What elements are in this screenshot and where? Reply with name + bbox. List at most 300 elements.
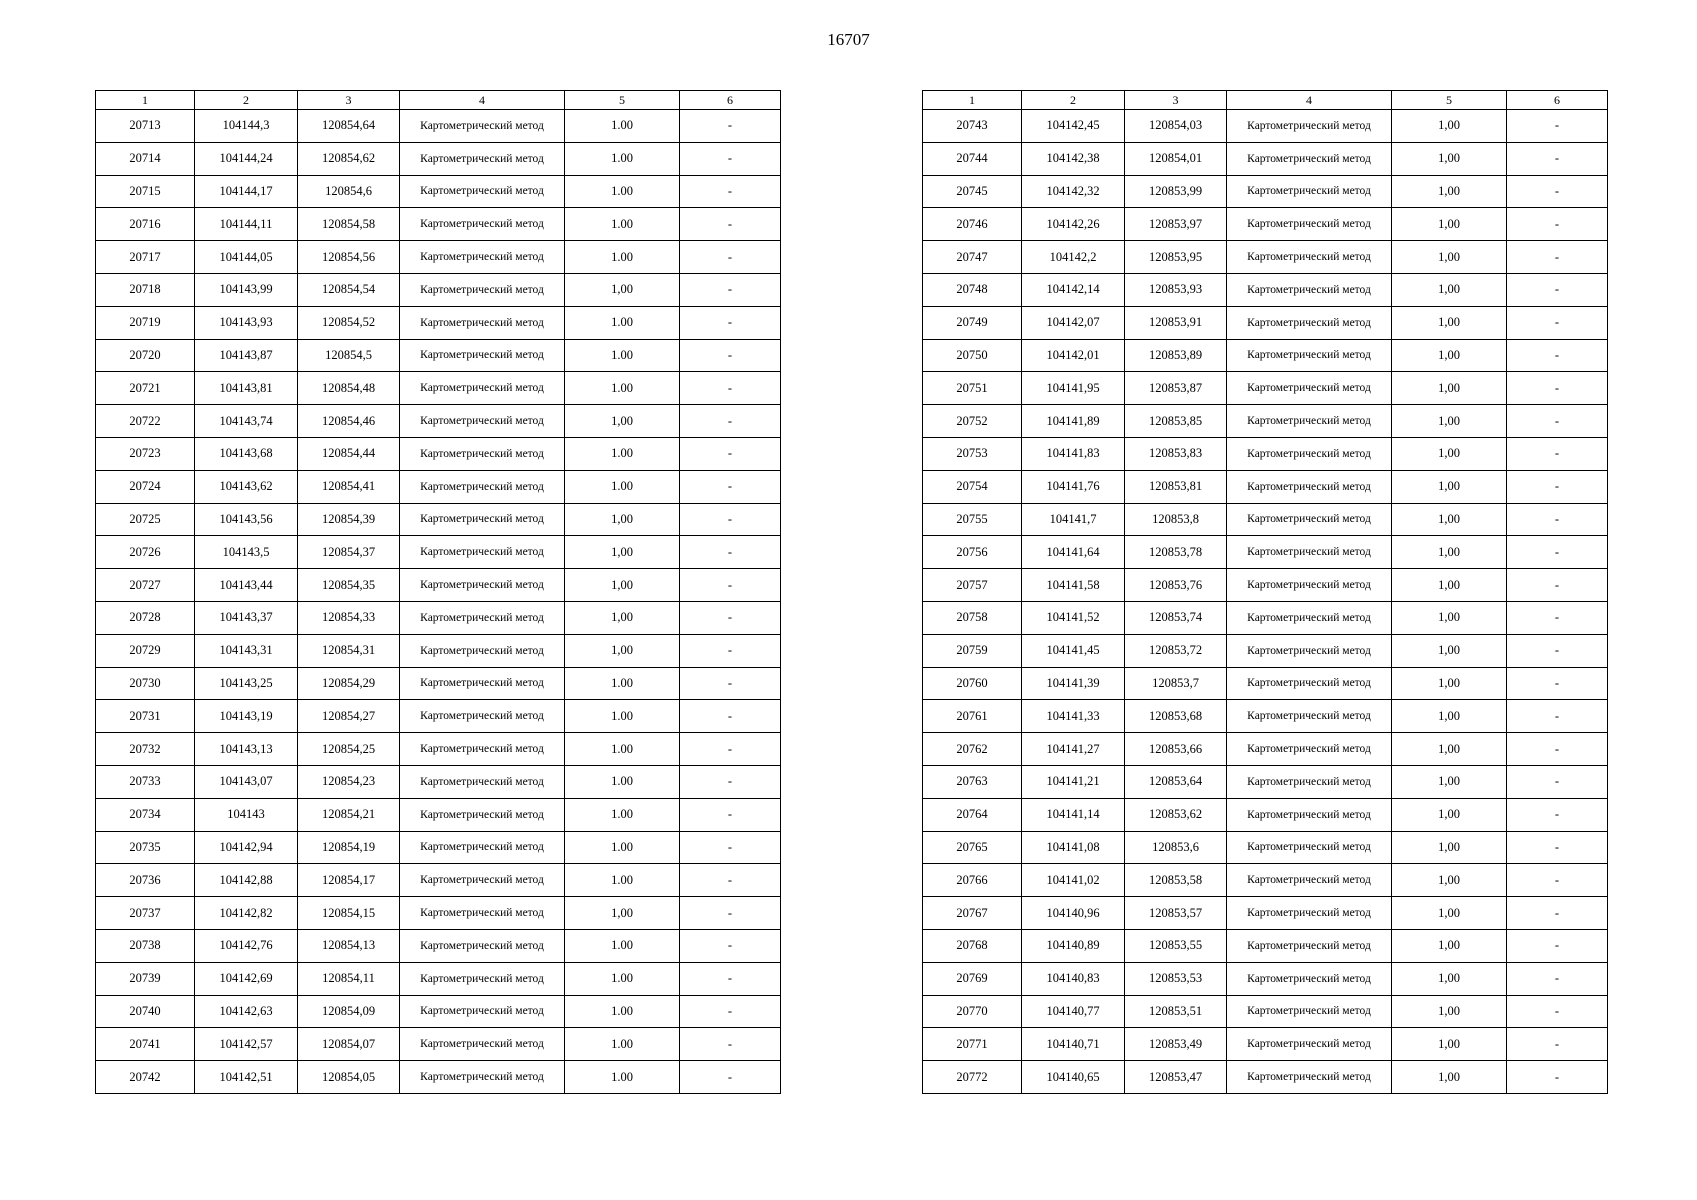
accuracy-cell: 1,00 xyxy=(1392,601,1507,634)
header-cell: 4 xyxy=(400,91,565,110)
table-row xyxy=(96,306,781,339)
x-coordinate-cell: 104143,74 xyxy=(195,405,298,438)
accuracy-cell: 1,00 xyxy=(1392,339,1507,372)
accuracy-cell: 1,00 xyxy=(565,536,680,569)
accuracy-cell: 1.00 xyxy=(565,372,680,405)
point-number-cell: 20715 xyxy=(96,175,195,208)
table-row xyxy=(923,339,1608,372)
x-coordinate-cell: 104141,64 xyxy=(1022,536,1125,569)
table-body xyxy=(923,110,1608,1094)
point-number-cell: 20745 xyxy=(923,175,1022,208)
table-row xyxy=(923,601,1608,634)
point-number-cell: 20730 xyxy=(96,667,195,700)
method-cell: Картометрический метод xyxy=(400,470,565,503)
method-cell: Картометрический метод xyxy=(1227,733,1392,766)
y-coordinate-cell: 120854,54 xyxy=(298,273,400,306)
point-number-cell: 20747 xyxy=(923,241,1022,274)
x-coordinate-cell: 104141,7 xyxy=(1022,503,1125,536)
x-coordinate-cell: 104142,76 xyxy=(195,929,298,962)
description-cell: - xyxy=(680,503,781,536)
method-cell: Картометрический метод xyxy=(1227,437,1392,470)
description-cell: - xyxy=(680,765,781,798)
table-row xyxy=(96,765,781,798)
method-cell: Картометрический метод xyxy=(1227,569,1392,602)
table-row xyxy=(96,175,781,208)
method-cell: Картометрический метод xyxy=(1227,1028,1392,1061)
method-cell: Картометрический метод xyxy=(1227,273,1392,306)
table-row xyxy=(96,1061,781,1094)
method-cell: Картометрический метод xyxy=(400,798,565,831)
y-coordinate-cell: 120854,37 xyxy=(298,536,400,569)
table-header-row xyxy=(96,91,781,110)
x-coordinate-cell: 104141,45 xyxy=(1022,634,1125,667)
description-cell: - xyxy=(680,437,781,470)
y-coordinate-cell: 120854,05 xyxy=(298,1061,400,1094)
point-number-cell: 20744 xyxy=(923,142,1022,175)
x-coordinate-cell: 104143,44 xyxy=(195,569,298,602)
x-coordinate-cell: 104143,62 xyxy=(195,470,298,503)
x-coordinate-cell: 104143,31 xyxy=(195,634,298,667)
table-row xyxy=(96,503,781,536)
description-cell: - xyxy=(1507,831,1608,864)
y-coordinate-cell: 120854,64 xyxy=(298,110,400,143)
y-coordinate-cell: 120853,57 xyxy=(1125,897,1227,930)
point-number-cell: 20772 xyxy=(923,1061,1022,1094)
accuracy-cell: 1,00 xyxy=(565,601,680,634)
y-coordinate-cell: 120853,68 xyxy=(1125,700,1227,733)
method-cell: Картометрический метод xyxy=(400,995,565,1028)
y-coordinate-cell: 120854,62 xyxy=(298,142,400,175)
point-number-cell: 20752 xyxy=(923,405,1022,438)
description-cell: - xyxy=(1507,142,1608,175)
accuracy-cell: 1,00 xyxy=(1392,831,1507,864)
x-coordinate-cell: 104141,08 xyxy=(1022,831,1125,864)
description-cell: - xyxy=(680,306,781,339)
x-coordinate-cell: 104141,95 xyxy=(1022,372,1125,405)
accuracy-cell: 1.00 xyxy=(565,110,680,143)
x-coordinate-cell: 104143,81 xyxy=(195,372,298,405)
table-row xyxy=(96,601,781,634)
method-cell: Картометрический метод xyxy=(1227,372,1392,405)
accuracy-cell: 1.00 xyxy=(565,733,680,766)
accuracy-cell: 1,00 xyxy=(1392,995,1507,1028)
method-cell: Картометрический метод xyxy=(400,273,565,306)
accuracy-cell: 1.00 xyxy=(565,831,680,864)
y-coordinate-cell: 120854,41 xyxy=(298,470,400,503)
method-cell: Картометрический метод xyxy=(400,241,565,274)
y-coordinate-cell: 120853,87 xyxy=(1125,372,1227,405)
description-cell: - xyxy=(1507,765,1608,798)
x-coordinate-cell: 104140,89 xyxy=(1022,929,1125,962)
accuracy-cell: 1,00 xyxy=(1392,929,1507,962)
accuracy-cell: 1,00 xyxy=(1392,536,1507,569)
description-cell: - xyxy=(1507,634,1608,667)
table-row xyxy=(923,831,1608,864)
method-cell: Картометрический метод xyxy=(400,175,565,208)
method-cell: Картометрический метод xyxy=(400,897,565,930)
table-row xyxy=(923,798,1608,831)
table-row xyxy=(96,142,781,175)
y-coordinate-cell: 120854,6 xyxy=(298,175,400,208)
point-number-cell: 20735 xyxy=(96,831,195,864)
table-row xyxy=(923,962,1608,995)
accuracy-cell: 1,00 xyxy=(1392,1028,1507,1061)
y-coordinate-cell: 120853,97 xyxy=(1125,208,1227,241)
method-cell: Картометрический метод xyxy=(400,634,565,667)
header-cell: 3 xyxy=(298,91,400,110)
accuracy-cell: 1,00 xyxy=(1392,208,1507,241)
x-coordinate-cell: 104142,2 xyxy=(1022,241,1125,274)
accuracy-cell: 1.00 xyxy=(565,470,680,503)
x-coordinate-cell: 104142,51 xyxy=(195,1061,298,1094)
accuracy-cell: 1.00 xyxy=(565,667,680,700)
accuracy-cell: 1,00 xyxy=(1392,241,1507,274)
table-row xyxy=(96,208,781,241)
point-number-cell: 20732 xyxy=(96,733,195,766)
method-cell: Картометрический метод xyxy=(1227,1061,1392,1094)
point-number-cell: 20750 xyxy=(923,339,1022,372)
x-coordinate-cell: 104143,07 xyxy=(195,765,298,798)
description-cell: - xyxy=(1507,536,1608,569)
y-coordinate-cell: 120853,83 xyxy=(1125,437,1227,470)
y-coordinate-cell: 120853,91 xyxy=(1125,306,1227,339)
y-coordinate-cell: 120853,6 xyxy=(1125,831,1227,864)
y-coordinate-cell: 120854,09 xyxy=(298,995,400,1028)
method-cell: Картометрический метод xyxy=(400,503,565,536)
table-row xyxy=(923,864,1608,897)
accuracy-cell: 1,00 xyxy=(1392,733,1507,766)
y-coordinate-cell: 120853,8 xyxy=(1125,503,1227,536)
point-number-cell: 20739 xyxy=(96,962,195,995)
x-coordinate-cell: 104142,07 xyxy=(1022,306,1125,339)
point-number-cell: 20723 xyxy=(96,437,195,470)
method-cell: Картометрический метод xyxy=(1227,503,1392,536)
table-row xyxy=(923,437,1608,470)
point-number-cell: 20717 xyxy=(96,241,195,274)
method-cell: Картометрический метод xyxy=(1227,798,1392,831)
y-coordinate-cell: 120854,13 xyxy=(298,929,400,962)
y-coordinate-cell: 120854,27 xyxy=(298,700,400,733)
description-cell: - xyxy=(680,175,781,208)
method-cell: Картометрический метод xyxy=(1227,667,1392,700)
accuracy-cell: 1.00 xyxy=(565,175,680,208)
y-coordinate-cell: 120853,72 xyxy=(1125,634,1227,667)
description-cell: - xyxy=(680,142,781,175)
accuracy-cell: 1,00 xyxy=(1392,864,1507,897)
point-number-cell: 20716 xyxy=(96,208,195,241)
page-number: 16707 xyxy=(827,30,870,49)
description-cell: - xyxy=(680,700,781,733)
table-row xyxy=(923,208,1608,241)
point-number-cell: 20734 xyxy=(96,798,195,831)
y-coordinate-cell: 120853,66 xyxy=(1125,733,1227,766)
point-number-cell: 20725 xyxy=(96,503,195,536)
method-cell: Картометрический метод xyxy=(1227,601,1392,634)
x-coordinate-cell: 104143,93 xyxy=(195,306,298,339)
description-cell: - xyxy=(1507,405,1608,438)
accuracy-cell: 1.00 xyxy=(565,864,680,897)
accuracy-cell: 1,00 xyxy=(1392,273,1507,306)
y-coordinate-cell: 120854,39 xyxy=(298,503,400,536)
point-number-cell: 20758 xyxy=(923,601,1022,634)
y-coordinate-cell: 120853,47 xyxy=(1125,1061,1227,1094)
description-cell: - xyxy=(1507,1028,1608,1061)
y-coordinate-cell: 120853,89 xyxy=(1125,339,1227,372)
method-cell: Картометрический метод xyxy=(400,536,565,569)
table-row xyxy=(923,765,1608,798)
accuracy-cell: 1,00 xyxy=(1392,897,1507,930)
point-number-cell: 20762 xyxy=(923,733,1022,766)
table-row xyxy=(96,1028,781,1061)
accuracy-cell: 1.00 xyxy=(565,765,680,798)
description-cell: - xyxy=(1507,306,1608,339)
method-cell: Картометрический метод xyxy=(400,372,565,405)
description-cell: - xyxy=(1507,1061,1608,1094)
accuracy-cell: 1,00 xyxy=(1392,634,1507,667)
point-number-cell: 20722 xyxy=(96,405,195,438)
method-cell: Картометрический метод xyxy=(1227,929,1392,962)
method-cell: Картометрический метод xyxy=(1227,897,1392,930)
point-number-cell: 20720 xyxy=(96,339,195,372)
table-row xyxy=(96,241,781,274)
x-coordinate-cell: 104142,14 xyxy=(1022,273,1125,306)
point-number-cell: 20740 xyxy=(96,995,195,1028)
method-cell: Картометрический метод xyxy=(1227,241,1392,274)
table-row xyxy=(923,700,1608,733)
method-cell: Картометрический метод xyxy=(400,733,565,766)
accuracy-cell: 1.00 xyxy=(565,1028,680,1061)
x-coordinate-cell: 104141,52 xyxy=(1022,601,1125,634)
y-coordinate-cell: 120854,46 xyxy=(298,405,400,438)
point-number-cell: 20741 xyxy=(96,1028,195,1061)
point-number-cell: 20761 xyxy=(923,700,1022,733)
method-cell: Картометрический метод xyxy=(1227,536,1392,569)
table-row xyxy=(96,962,781,995)
description-cell: - xyxy=(680,1028,781,1061)
point-number-cell: 20742 xyxy=(96,1061,195,1094)
point-number-cell: 20753 xyxy=(923,437,1022,470)
table-row xyxy=(96,897,781,930)
table-row xyxy=(96,929,781,962)
accuracy-cell: 1,00 xyxy=(1392,470,1507,503)
description-cell: - xyxy=(680,667,781,700)
header-cell: 6 xyxy=(680,91,781,110)
accuracy-cell: 1,00 xyxy=(565,405,680,438)
x-coordinate-cell: 104143 xyxy=(195,798,298,831)
description-cell: - xyxy=(1507,241,1608,274)
accuracy-cell: 1,00 xyxy=(1392,142,1507,175)
point-number-cell: 20738 xyxy=(96,929,195,962)
accuracy-cell: 1.00 xyxy=(565,142,680,175)
x-coordinate-cell: 104144,11 xyxy=(195,208,298,241)
point-number-cell: 20718 xyxy=(96,273,195,306)
table-row xyxy=(96,569,781,602)
table-row xyxy=(96,995,781,1028)
description-cell: - xyxy=(680,372,781,405)
table-row xyxy=(96,536,781,569)
method-cell: Картометрический метод xyxy=(1227,142,1392,175)
x-coordinate-cell: 104140,71 xyxy=(1022,1028,1125,1061)
x-coordinate-cell: 104143,99 xyxy=(195,273,298,306)
table-row xyxy=(96,110,781,143)
table-row xyxy=(923,110,1608,143)
accuracy-cell: 1.00 xyxy=(565,929,680,962)
table-row xyxy=(923,470,1608,503)
point-number-cell: 20733 xyxy=(96,765,195,798)
x-coordinate-cell: 104144,24 xyxy=(195,142,298,175)
y-coordinate-cell: 120854,44 xyxy=(298,437,400,470)
x-coordinate-cell: 104142,45 xyxy=(1022,110,1125,143)
x-coordinate-cell: 104143,68 xyxy=(195,437,298,470)
description-cell: - xyxy=(680,929,781,962)
y-coordinate-cell: 120853,58 xyxy=(1125,864,1227,897)
x-coordinate-cell: 104141,33 xyxy=(1022,700,1125,733)
accuracy-cell: 1.00 xyxy=(565,1061,680,1094)
description-cell: - xyxy=(680,470,781,503)
x-coordinate-cell: 104141,39 xyxy=(1022,667,1125,700)
y-coordinate-cell: 120854,03 xyxy=(1125,110,1227,143)
method-cell: Картометрический метод xyxy=(1227,208,1392,241)
method-cell: Картометрический метод xyxy=(400,110,565,143)
x-coordinate-cell: 104142,57 xyxy=(195,1028,298,1061)
x-coordinate-cell: 104142,63 xyxy=(195,995,298,1028)
accuracy-cell: 1,00 xyxy=(565,503,680,536)
x-coordinate-cell: 104141,89 xyxy=(1022,405,1125,438)
method-cell: Картометрический метод xyxy=(1227,306,1392,339)
description-cell: - xyxy=(680,339,781,372)
method-cell: Картометрический метод xyxy=(1227,962,1392,995)
table-row xyxy=(923,536,1608,569)
point-number-cell: 20766 xyxy=(923,864,1022,897)
point-number-cell: 20719 xyxy=(96,306,195,339)
accuracy-cell: 1,00 xyxy=(1392,1061,1507,1094)
method-cell: Картометрический метод xyxy=(400,1061,565,1094)
y-coordinate-cell: 120853,49 xyxy=(1125,1028,1227,1061)
y-coordinate-cell: 120854,58 xyxy=(298,208,400,241)
point-number-cell: 20768 xyxy=(923,929,1022,962)
table-row xyxy=(96,273,781,306)
description-cell: - xyxy=(680,208,781,241)
y-coordinate-cell: 120854,5 xyxy=(298,339,400,372)
x-coordinate-cell: 104144,3 xyxy=(195,110,298,143)
point-number-cell: 20751 xyxy=(923,372,1022,405)
point-number-cell: 20764 xyxy=(923,798,1022,831)
table-row xyxy=(923,929,1608,962)
accuracy-cell: 1,00 xyxy=(1392,110,1507,143)
header-cell: 2 xyxy=(195,91,298,110)
description-cell: - xyxy=(680,995,781,1028)
accuracy-cell: 1,00 xyxy=(565,569,680,602)
method-cell: Картометрический метод xyxy=(1227,765,1392,798)
y-coordinate-cell: 120854,11 xyxy=(298,962,400,995)
method-cell: Картометрический метод xyxy=(1227,831,1392,864)
accuracy-cell: 1.00 xyxy=(565,700,680,733)
description-cell: - xyxy=(1507,897,1608,930)
method-cell: Картометрический метод xyxy=(400,437,565,470)
point-number-cell: 20756 xyxy=(923,536,1022,569)
header-cell: 5 xyxy=(1392,91,1507,110)
y-coordinate-cell: 120853,81 xyxy=(1125,470,1227,503)
point-number-cell: 20746 xyxy=(923,208,1022,241)
y-coordinate-cell: 120854,31 xyxy=(298,634,400,667)
x-coordinate-cell: 104142,38 xyxy=(1022,142,1125,175)
description-cell: - xyxy=(1507,175,1608,208)
x-coordinate-cell: 104141,58 xyxy=(1022,569,1125,602)
x-coordinate-cell: 104143,87 xyxy=(195,339,298,372)
x-coordinate-cell: 104142,32 xyxy=(1022,175,1125,208)
description-cell: - xyxy=(680,864,781,897)
y-coordinate-cell: 120854,35 xyxy=(298,569,400,602)
table-row xyxy=(96,405,781,438)
x-coordinate-cell: 104141,83 xyxy=(1022,437,1125,470)
description-cell: - xyxy=(1507,339,1608,372)
description-cell: - xyxy=(680,110,781,143)
table-row xyxy=(96,634,781,667)
accuracy-cell: 1,00 xyxy=(1392,700,1507,733)
x-coordinate-cell: 104141,76 xyxy=(1022,470,1125,503)
description-cell: - xyxy=(680,831,781,864)
table-row xyxy=(923,306,1608,339)
point-number-cell: 20749 xyxy=(923,306,1022,339)
x-coordinate-cell: 104142,69 xyxy=(195,962,298,995)
table-row xyxy=(96,700,781,733)
description-cell: - xyxy=(680,962,781,995)
point-number-cell: 20760 xyxy=(923,667,1022,700)
description-cell: - xyxy=(1507,110,1608,143)
table-row xyxy=(96,667,781,700)
y-coordinate-cell: 120853,64 xyxy=(1125,765,1227,798)
description-cell: - xyxy=(1507,437,1608,470)
description-cell: - xyxy=(1507,700,1608,733)
accuracy-cell: 1.00 xyxy=(565,798,680,831)
point-number-cell: 20736 xyxy=(96,864,195,897)
table-row xyxy=(96,437,781,470)
description-cell: - xyxy=(1507,601,1608,634)
y-coordinate-cell: 120853,51 xyxy=(1125,995,1227,1028)
table-row xyxy=(923,569,1608,602)
x-coordinate-cell: 104142,88 xyxy=(195,864,298,897)
point-number-cell: 20748 xyxy=(923,273,1022,306)
y-coordinate-cell: 120854,25 xyxy=(298,733,400,766)
header-cell: 5 xyxy=(565,91,680,110)
y-coordinate-cell: 120854,23 xyxy=(298,765,400,798)
table-row xyxy=(923,733,1608,766)
method-cell: Картометрический метод xyxy=(400,306,565,339)
y-coordinate-cell: 120853,53 xyxy=(1125,962,1227,995)
method-cell: Картометрический метод xyxy=(400,208,565,241)
y-coordinate-cell: 120853,55 xyxy=(1125,929,1227,962)
description-cell: - xyxy=(1507,667,1608,700)
method-cell: Картометрический метод xyxy=(400,831,565,864)
method-cell: Картометрический метод xyxy=(400,142,565,175)
point-number-cell: 20767 xyxy=(923,897,1022,930)
description-cell: - xyxy=(1507,798,1608,831)
x-coordinate-cell: 104143,25 xyxy=(195,667,298,700)
x-coordinate-cell: 104142,26 xyxy=(1022,208,1125,241)
point-number-cell: 20713 xyxy=(96,110,195,143)
point-number-cell: 20770 xyxy=(923,995,1022,1028)
y-coordinate-cell: 120854,33 xyxy=(298,601,400,634)
point-number-cell: 20743 xyxy=(923,110,1022,143)
method-cell: Картометрический метод xyxy=(400,405,565,438)
x-coordinate-cell: 104141,14 xyxy=(1022,798,1125,831)
point-number-cell: 20721 xyxy=(96,372,195,405)
x-coordinate-cell: 104142,94 xyxy=(195,831,298,864)
accuracy-cell: 1,00 xyxy=(1392,306,1507,339)
method-cell: Картометрический метод xyxy=(400,864,565,897)
accuracy-cell: 1,00 xyxy=(1392,437,1507,470)
x-coordinate-cell: 104143,5 xyxy=(195,536,298,569)
